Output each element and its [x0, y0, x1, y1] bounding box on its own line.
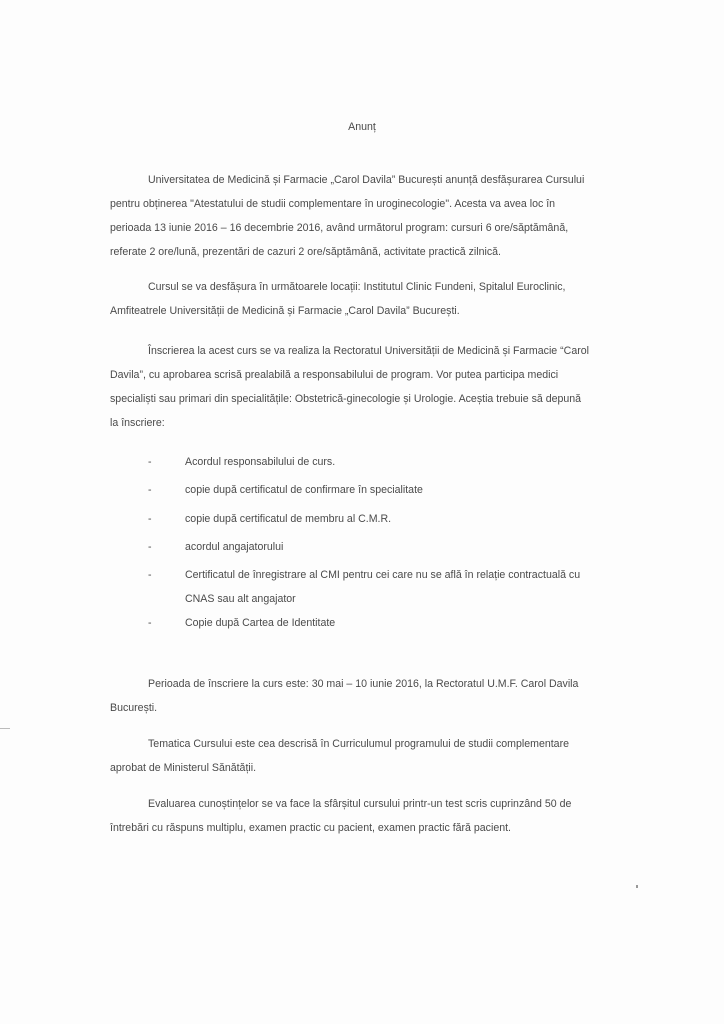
- closing-paragraph-1-line: Perioada de înscriere la curs este: 30 mai – 10 iunie 2016, la Rectoratul U.M.F. Carol Davila: [148, 678, 579, 690]
- paragraph-3-line: Înscrierea la acest curs se va realiza la Rectoratul Universității de Medicină și Farmacie “Carol: [148, 345, 589, 357]
- paragraph-1-line: pentru obținerea "Atestatului de studii complementare în uroginecologie". Acesta va avea loc în: [110, 198, 556, 210]
- paragraph-2-line: Cursul se va desfășura în următoarele locații: Institutul Clinic Fundeni, Spitalul Euroclinic,: [148, 281, 566, 293]
- requirement-item: Acordul responsabilului de curs.: [185, 456, 336, 468]
- paragraph-3-line: specialiști sau primari din specialitățile: Obstetrică-ginecologie și Urologie. Aceștia trebuie să depună: [110, 393, 582, 405]
- closing-paragraph-1-line: București.: [110, 702, 158, 714]
- paragraph-1-line: Universitatea de Medicină și Farmacie „Carol Davila” București anunță desfășurarea Cursului: [148, 174, 585, 186]
- list-bullet: -: [148, 617, 152, 629]
- scan-margin-mark: [0, 728, 10, 729]
- paragraph-3-line: la înscriere:: [110, 417, 165, 429]
- requirement-item: copie după certificatul de confirmare în specialitate: [185, 484, 423, 496]
- requirement-item: copie după certificatul de membru al C.M.R.: [185, 513, 392, 525]
- closing-paragraph-2-line: aprobat de Ministerul Sănătății.: [110, 762, 257, 774]
- paragraph-1-line: perioada 13 iunie 2016 – 16 decembrie 2016, având următorul program: cursuri 6 ore/săptămână,: [110, 222, 569, 234]
- requirement-item: Certificatul de înregistrare al CMI pentru cei care nu se află în relație contractuală cu: [185, 569, 581, 581]
- paragraph-1-line: referate 2 ore/lună, prezentări de cazuri 2 ore/săptămână, activitate practică zilnică.: [110, 246, 501, 258]
- list-bullet: -: [148, 541, 152, 553]
- list-bullet: -: [148, 456, 152, 468]
- paragraph-2-line: Amfiteatrele Universității de Medicină și Farmacie „Carol Davila” București.: [110, 305, 460, 317]
- list-bullet: -: [148, 513, 152, 525]
- paragraph-3-line: Davila”, cu aprobarea scrisă prealabilă a responsabilului de program. Vor putea participa medici: [110, 369, 559, 381]
- list-bullet: -: [148, 569, 152, 581]
- closing-paragraph-3-line: întrebări cu răspuns multiplu, examen practic cu pacient, examen practic fără pacient.: [110, 822, 511, 834]
- scan-speck: [636, 885, 638, 888]
- list-bullet: -: [148, 484, 152, 496]
- closing-paragraph-2-line: Tematica Cursului este cea descrisă în Curriculumul programului de studii complementare: [148, 738, 569, 750]
- requirement-item: Copie după Cartea de Identitate: [185, 617, 336, 629]
- requirement-item: CNAS sau alt angajator: [185, 593, 296, 605]
- closing-paragraph-3-line: Evaluarea cunoștințelor se va face la sfârșitul cursului printr-un test scris cuprinzând 50 de: [148, 798, 572, 810]
- page-title: Anunț: [348, 121, 376, 133]
- requirement-item: acordul angajatorului: [185, 541, 284, 553]
